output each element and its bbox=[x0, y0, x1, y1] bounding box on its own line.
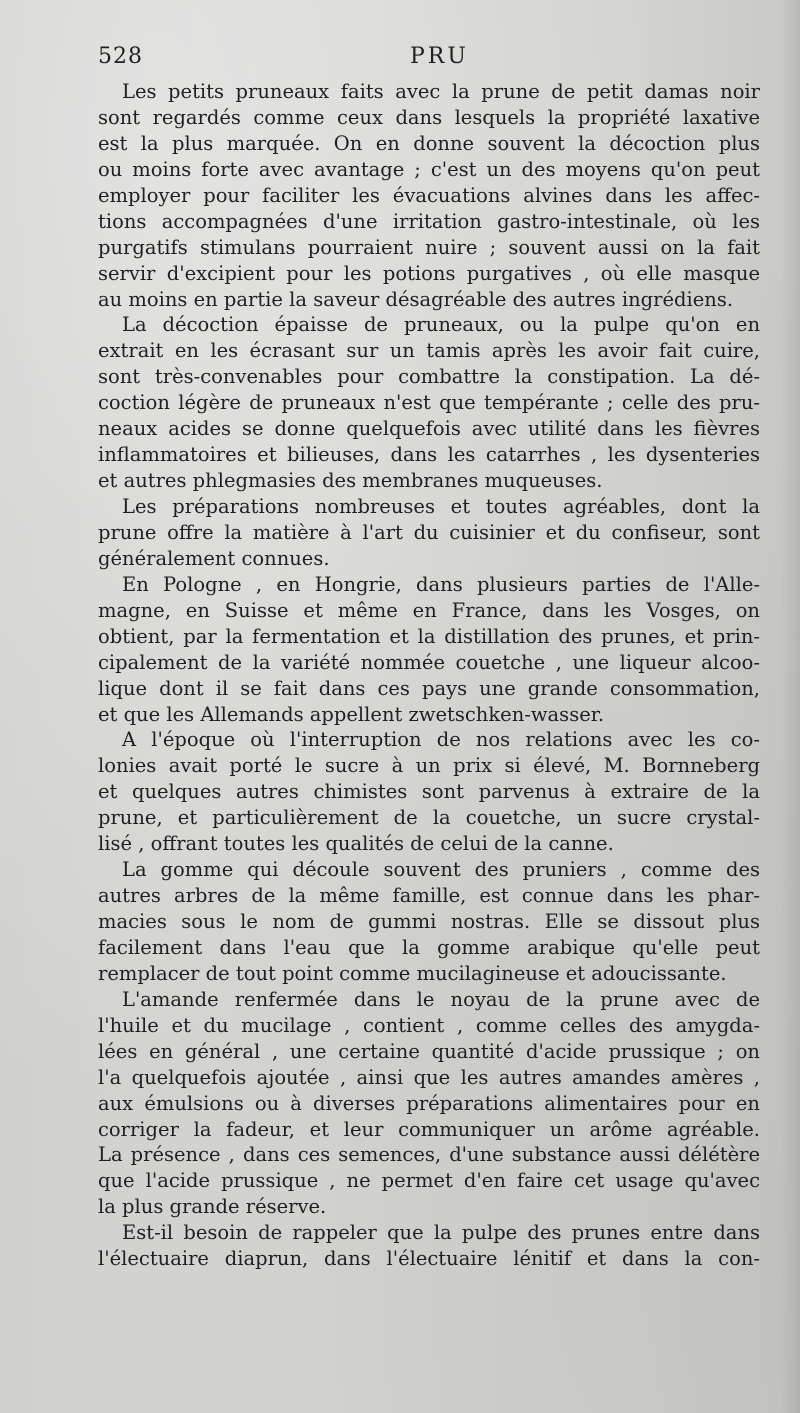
text-line: prune, et particulièrement de la couetche, un sucre crystal- bbox=[98, 806, 760, 830]
text-line: coction légère de pruneaux n'est que tempérante ; celle des pru- bbox=[98, 391, 760, 415]
text-line: lées en général , une certaine quantité d'acide prussique ; on bbox=[98, 1039, 760, 1063]
text-line: La présence , dans ces semences, d'une substance aussi délétère bbox=[98, 1143, 760, 1167]
text-line: servir d'excipient pour les potions purgatives , où elle masque bbox=[98, 261, 760, 285]
text-line: corriger la fadeur, et leur communiquer un arôme agréable. bbox=[98, 1117, 760, 1141]
text-line: et quelques autres chimistes sont parvenus à extraire de la bbox=[98, 780, 760, 804]
text-line: lique dont il se fait dans ces pays une grande consommation, bbox=[98, 676, 760, 700]
running-head: PRU bbox=[410, 44, 469, 69]
text-line: l'huile et du mucilage , contient , comme celles des amygda- bbox=[98, 1013, 760, 1037]
text-line: Les petits pruneaux faits avec la prune de petit damas noir bbox=[122, 80, 760, 103]
text-line: sont regardés comme ceux dans lesquels la propriété laxative bbox=[98, 105, 760, 129]
text-line: obtient, par la fermentation et la distillation des prunes, et prin- bbox=[98, 624, 760, 648]
text-line: prune offre la matière à l'art du cuisinier et du confiseur, sont bbox=[98, 520, 760, 544]
text-line: facilement dans l'eau que la gomme arabique qu'elle peut bbox=[98, 935, 760, 959]
text-line: extrait en les écrasant sur un tamis après les avoir fait cuire, bbox=[98, 339, 760, 363]
text-line: lonies avait porté le sucre à un prix si élevé, M. Bornneberg bbox=[98, 754, 760, 778]
text-line: est la plus marquée. On en donne souvent la décoction plus bbox=[98, 131, 760, 155]
text-line: au moins en partie la saveur désagréable des autres ingrédiens. bbox=[98, 287, 734, 311]
text-line: remplacer de tout point comme mucilagineuse et adoucissante. bbox=[98, 961, 727, 985]
text-line: purgatifs stimulans pourraient nuire ; souvent aussi on la fait bbox=[98, 235, 760, 259]
page-number: 528 bbox=[98, 44, 143, 69]
text-line: autres arbres de la même famille, est connue dans les phar- bbox=[98, 884, 760, 908]
text-line: Les préparations nombreuses et toutes agréables, dont la bbox=[122, 495, 760, 518]
text-line: aux émulsions ou à diverses préparations alimentaires pour en bbox=[98, 1091, 760, 1115]
text-line: macies sous le nom de gummi nostras. Elle se dissout plus bbox=[98, 910, 760, 933]
text-line: généralement connues. bbox=[98, 546, 330, 570]
text-line: l'électuaire diaprun, dans l'électuaire lénitif et dans la con- bbox=[98, 1247, 760, 1271]
text-line: tions accompagnées d'une irritation gastro-intestinale, où les bbox=[98, 209, 760, 233]
text-line: ou moins forte avec avantage ; c'est un des moyens qu'on peut bbox=[98, 157, 760, 181]
text-line: Est-il besoin de rappeler que la pulpe des prunes entre dans bbox=[122, 1221, 760, 1245]
text-line: L'amande renfermée dans le noyau de la prune avec de bbox=[122, 987, 760, 1011]
page-edge-shadow bbox=[780, 0, 800, 1413]
text-line: et autres phlegmasies des membranes muqueuses. bbox=[98, 469, 603, 493]
text-line: La gomme qui découle souvent des pruniers , comme des bbox=[122, 858, 760, 882]
text-line: A l'époque où l'interruption de nos relations avec les co- bbox=[122, 728, 760, 752]
text-line: magne, en Suisse et même en France, dans les Vosges, on bbox=[98, 598, 760, 622]
text-line: la plus grande réserve. bbox=[98, 1195, 327, 1219]
text-line: sont très-convenables pour combattre la constipation. La dé- bbox=[98, 365, 760, 389]
text-line: En Pologne , en Hongrie, dans plusieurs parties de l'Alle- bbox=[122, 572, 760, 596]
page-header bbox=[98, 44, 758, 74]
text-line: La décoction épaisse de pruneaux, ou la pulpe qu'on en bbox=[122, 313, 760, 337]
text-line: l'a quelquefois ajoutée , ainsi que les autres amandes amères , bbox=[98, 1065, 760, 1089]
body-text bbox=[98, 79, 760, 1272]
text-line: neaux acides se donne quelquefois avec utilité dans les fièvres bbox=[98, 417, 760, 441]
text-line: employer pour faciliter les évacuations alvines dans les affec- bbox=[98, 183, 760, 207]
text-line: lisé , offrant toutes les qualités de celui de la canne. bbox=[98, 832, 614, 856]
text-line: que l'acide prussique , ne permet d'en faire cet usage qu'avec bbox=[98, 1169, 760, 1193]
text-line: et que les Allemands appellent zwetschken-wasser. bbox=[98, 702, 605, 726]
text-line: inflammatoires et bilieuses, dans les catarrhes , les dysenteries bbox=[98, 443, 760, 467]
text-line: cipalement de la variété nommée couetche , une liqueur alcoo- bbox=[98, 650, 760, 674]
